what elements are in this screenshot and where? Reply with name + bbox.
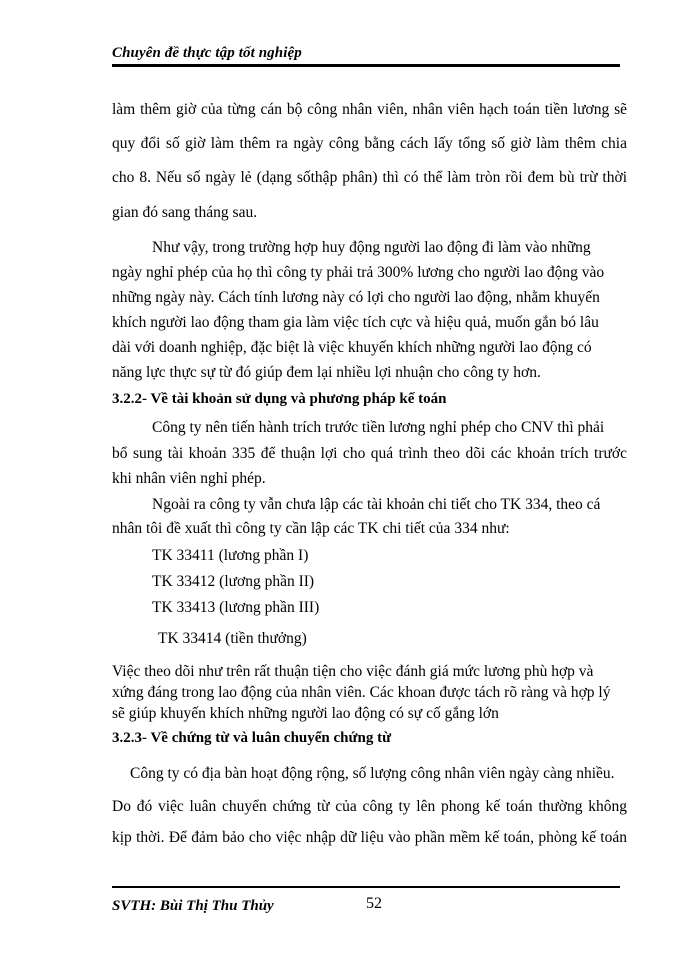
paragraph-line: Công ty có địa bàn hoạt động rộng, số lượng công nhân viên ngày càng nhiều. <box>130 765 615 782</box>
paragraph-line: nhân tôi đề xuất thì công ty cần lập các TK chi tiết của 334 như: <box>112 520 510 537</box>
account-item: TK 33414 (tiền thưởng) <box>158 630 307 647</box>
account-item: TK 33411 (lương phần I) <box>152 547 309 564</box>
paragraph-line: Việc theo dõi như trên rất thuận tiện cho việc đánh giá mức lương phù hợp và <box>112 663 594 680</box>
paragraph-line: dài với doanh nghiệp, đặc biệt là việc khuyến khích những người lao động có <box>112 339 592 356</box>
footer-rule <box>112 886 620 888</box>
paragraph-line: khi nhân viên nghỉ phép. <box>112 470 266 487</box>
paragraph-line: Công ty nên tiến hành trích trước tiền lương nghỉ phép cho CNV thì phải <box>152 419 605 436</box>
paragraph-line: Ngoài ra công ty vẫn chưa lập các tài khoản chi tiết cho TK 334, theo cá <box>152 496 601 513</box>
header-rule <box>112 64 620 67</box>
account-item: TK 33412 (lương phần II) <box>152 573 315 590</box>
account-item: TK 33413 (lương phần III) <box>152 599 320 616</box>
section-heading-3-2-2: 3.2.2- Về tài khoản sử dụng và phương pháp kế toán <box>112 391 447 407</box>
paragraph-line: Do đó việc luân chuyển chứng từ của công ty lên phong kế toán thường không <box>112 798 627 815</box>
paragraph-line: sẽ giúp khuyến khích những người lao động có sự cố gắng lớn <box>112 705 499 722</box>
paragraph-line: ngày nghỉ phép của họ thì công ty phải trả 300% lương cho người lao động vào <box>112 264 605 281</box>
page-number: 52 <box>366 895 382 912</box>
paragraph-line: cho 8. Nếu số ngày lẻ (dạng sốthập phân) thì có thể làm tròn rồi đem bù trừ thời <box>112 169 627 186</box>
paragraph-line: những ngày này. Cách tính lương này có lợi cho người lao động, nhằm khuyến <box>112 289 600 306</box>
page-header-title: Chuyên đề thực tập tốt nghiệp <box>112 45 302 61</box>
section-heading-3-2-3: 3.2.3- Về chứng từ và luân chuyển chứng từ <box>112 730 392 746</box>
paragraph-line: xứng đáng trong lao động của nhân viên. Các khoan được tách rõ ràng và hợp lý <box>112 684 611 701</box>
paragraph-line: quy đổi số giờ làm thêm ra ngày công bằng cách lấy tổng số giờ làm thêm chia <box>112 135 627 152</box>
paragraph-line: gian đó sang tháng sau. <box>112 204 258 221</box>
paragraph-line: kịp thời. Để đảm bảo cho việc nhập dữ liệu vào phần mềm kế toán, phòng kế toán <box>112 829 627 846</box>
footer-author: SVTH: Bùi Thị Thu Thủy <box>112 898 274 914</box>
paragraph-line: khích người lao động tham gia làm việc tích cực và hiệu quả, muốn gắn bó lâu <box>112 314 599 331</box>
paragraph-line: làm thêm giờ của từng cán bộ công nhân viên, nhân viên hạch toán tiền lương sẽ <box>112 101 627 118</box>
paragraph-line: năng lực thực sự từ đó giúp đem lại nhiều lợi nhuận cho công ty hơn. <box>112 364 541 381</box>
paragraph-line: bổ sung tài khoản 335 để thuận lợi cho quá trình theo dõi các khoản trích trước <box>112 445 627 462</box>
paragraph-line: Như vậy, trong trường hợp huy động người lao động đi làm vào những <box>152 239 591 256</box>
